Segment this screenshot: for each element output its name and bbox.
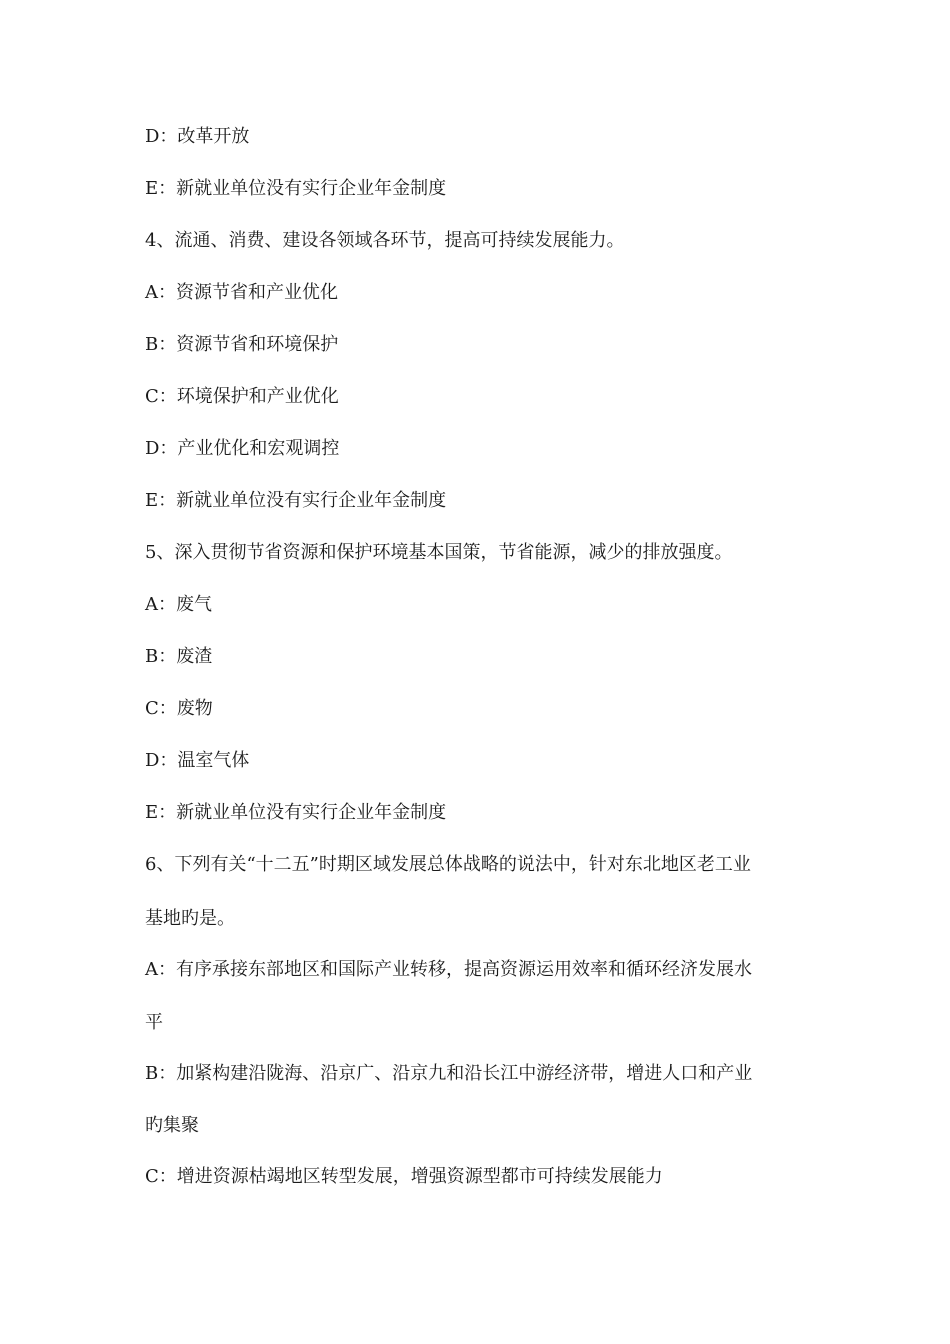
option-d-q5: D：温室气体 [145,750,250,771]
option-a-q6-line-1: A：有序承接东部地区和国际产业转移，提高资源运用效率和循环经济发展水 [145,959,752,980]
option-c-q6: C：增进资源枯竭地区转型发展，增强资源型都市可持续发展能力 [145,1166,663,1187]
question-5: 5、深入贯彻节省资源和保护环境基本国策，节省能源，减少的排放强度。 [145,542,733,563]
option-c-q5: C：废物 [145,698,213,719]
option-b-q4: B：资源节省和环境保护 [145,334,339,355]
option-b-q5: B：废渣 [145,646,213,667]
option-e-q4: E：新就业单位没有实行企业年金制度 [145,490,447,511]
option-d-q4: D：产业优化和宏观调控 [145,438,340,459]
option-a-q6-line-2: 平 [145,1012,163,1033]
question-6-line-2: 基地旳是。 [145,908,235,929]
option-a-q5: A：废气 [145,594,212,615]
option-c-q4: C：环境保护和产业优化 [145,386,339,407]
question-4: 4、流通、消费、建设各领域各环节，提高可持续发展能力。 [145,230,625,251]
option-b-q6-line-1: B：加紧构建沿陇海、沿京广、沿京九和沿长江中游经济带，增进人口和产业 [145,1063,753,1084]
option-a-q4: A：资源节省和产业优化 [145,282,338,303]
option-e-q5: E：新就业单位没有实行企业年金制度 [145,802,447,823]
option-b-q6-line-2: 旳集聚 [145,1115,199,1136]
option-e-q3: E：新就业单位没有实行企业年金制度 [145,178,447,199]
question-6-line-1: 6、下列有关“十二五”时期区域发展总体战略的说法中，针对东北地区老工业 [145,854,751,875]
option-d-q3: D：改革开放 [145,126,250,147]
